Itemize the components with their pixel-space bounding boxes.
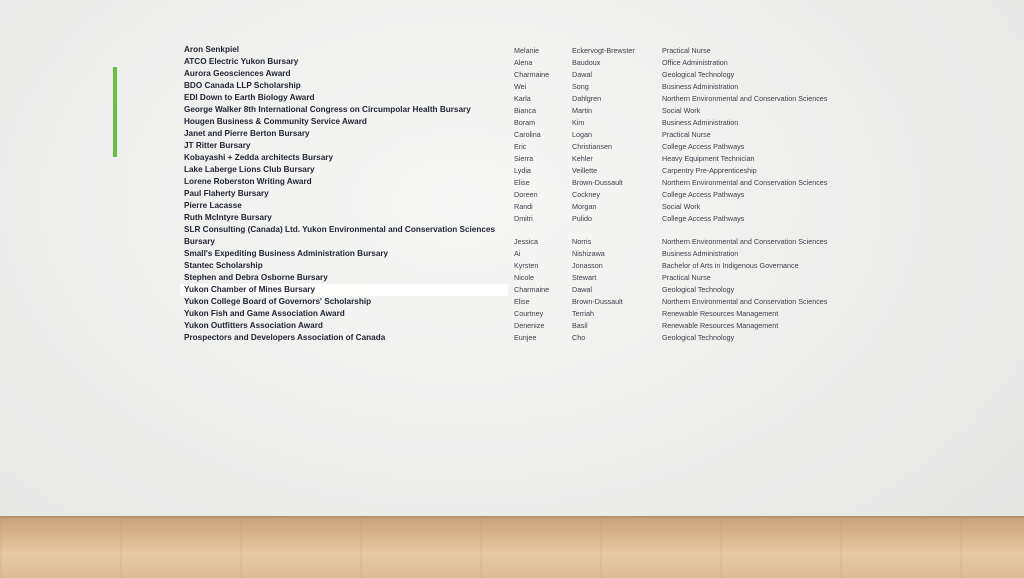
first-name: Lydia xyxy=(514,166,531,175)
last-name: Dawal xyxy=(572,285,592,294)
program: Carpentry Pre-Apprenticeship xyxy=(662,166,757,175)
first-name: Wei xyxy=(514,82,527,91)
program: Business Administration xyxy=(662,118,739,127)
first-name: Sierra xyxy=(514,154,534,163)
award-name: Stephen and Debra Osborne Bursary xyxy=(184,273,328,282)
program: Geological Technology xyxy=(662,333,735,342)
last-name: Eckervogt-Brewster xyxy=(572,46,635,55)
program: Northern Environmental and Conservation Sciences xyxy=(662,237,828,246)
last-name: Nishizawa xyxy=(572,249,605,258)
first-name: Dmitri xyxy=(514,214,533,223)
first-name: Eunjee xyxy=(514,333,537,342)
program: Northern Environmental and Conservation Sciences xyxy=(662,178,828,187)
last-name: Baudoux xyxy=(572,58,601,67)
first-name: Eric xyxy=(514,142,527,151)
award-name: Paul Flaherty Bursary xyxy=(184,189,269,198)
first-name: Ai xyxy=(514,249,521,258)
last-name: Brown-Dussault xyxy=(572,178,623,187)
program: Bachelor of Arts in Indigenous Governance xyxy=(662,261,799,270)
last-name: Logan xyxy=(572,130,592,139)
award-name: Prospectors and Developers Association of Canada xyxy=(184,333,386,342)
last-name: Kehler xyxy=(572,154,593,163)
last-name: Christiansen xyxy=(572,142,612,151)
program: Heavy Equipment Technician xyxy=(662,154,755,163)
award-name: Yukon Outfitters Association Award xyxy=(184,321,323,330)
award-name: Janet and Pierre Berton Bursary xyxy=(184,129,310,138)
award-name: EDI Down to Earth Biology Award xyxy=(184,93,315,102)
award-name: Aron Senkpiel xyxy=(184,45,240,54)
first-name: Randi xyxy=(514,202,533,211)
last-name: Dahlgren xyxy=(572,94,602,103)
first-name: Elise xyxy=(514,178,530,187)
program: College Access Pathways xyxy=(662,214,745,223)
first-name: Jessica xyxy=(514,237,538,246)
award-name: BDO Canada LLP Scholarship xyxy=(184,81,301,90)
award-list xyxy=(184,44,504,344)
program: Social Work xyxy=(662,202,701,211)
program: Northern Environmental and Conservation Sciences xyxy=(662,94,828,103)
accent-bar xyxy=(113,67,117,157)
program: Practical Nurse xyxy=(662,46,711,55)
last-name: Norris xyxy=(572,237,592,246)
first-name: Bianca xyxy=(514,106,536,115)
award-name: Stantec Scholarship xyxy=(184,261,263,270)
award-name: Small's Expediting Business Administration Bursary xyxy=(184,249,389,258)
first-name: Kyrsten xyxy=(514,261,539,270)
award-name: Lake Laberge Lions Club Bursary xyxy=(184,165,315,174)
first-name: Alena xyxy=(514,58,533,67)
last-name: Martin xyxy=(572,106,592,115)
first-name: Charmaine xyxy=(514,70,550,79)
award-name: Aurora Geosciences Award xyxy=(184,69,291,78)
last-name: Kim xyxy=(572,118,585,127)
program: Practical Nurse xyxy=(662,273,711,282)
program: College Access Pathways xyxy=(662,142,745,151)
last-name: Cockney xyxy=(572,190,600,199)
last-name: Terriah xyxy=(572,309,594,318)
program: Office Administration xyxy=(662,58,728,67)
last-name: Cho xyxy=(572,333,586,342)
award-name: JT Ritter Bursary xyxy=(184,141,251,150)
first-name: Courtney xyxy=(514,309,544,318)
program: Practical Nurse xyxy=(662,130,711,139)
first-name: Karla xyxy=(514,94,531,103)
first-name: Nicole xyxy=(514,273,534,282)
award-name: Ruth McIntyre Bursary xyxy=(184,213,272,222)
last-name: Pulido xyxy=(572,214,592,223)
program: Renewable Resources Management xyxy=(662,309,779,318)
program: Geological Technology xyxy=(662,70,735,79)
first-name: Melanie xyxy=(514,46,540,55)
last-name: Veillette xyxy=(572,166,598,175)
first-name: Carolina xyxy=(514,130,541,139)
award-name: George Walker 8th International Congress on Circumpolar Health Bursary xyxy=(184,105,471,114)
first-name: Boram xyxy=(514,118,536,127)
first-name: Denenize xyxy=(514,321,545,330)
program: Social Work xyxy=(662,106,701,115)
award-name: Yukon Fish and Game Association Award xyxy=(184,309,345,318)
award-name: Pierre Lacasse xyxy=(184,201,242,210)
award-name: Kobayashi + Zedda architects Bursary xyxy=(184,153,334,162)
program: Geological Technology xyxy=(662,285,735,294)
last-name: Jonasson xyxy=(572,261,603,270)
first-name: Charmaine xyxy=(514,285,550,294)
award-name: ATCO Electric Yukon Bursary xyxy=(184,57,299,66)
last-name: Basil xyxy=(572,321,588,330)
first-name: Elise xyxy=(514,297,530,306)
award-name: Hougen Business & Community Service Award xyxy=(184,117,367,126)
award-name-highlighted: Yukon Chamber of Mines Bursary xyxy=(184,284,504,296)
wood-floor-background xyxy=(0,516,1024,578)
award-name: Lorene Roberston Writing Award xyxy=(184,177,312,186)
last-name: Dawal xyxy=(572,70,592,79)
award-name: Yukon College Board of Governors' Scholarship xyxy=(184,297,372,306)
award-name: SLR Consulting (Canada) Ltd. Yukon Environmental and Conservation Sciences Bursary xyxy=(184,225,496,246)
last-name: Song xyxy=(572,82,589,91)
last-name: Stewart xyxy=(572,273,597,282)
first-name: Doreen xyxy=(514,190,538,199)
program: College Access Pathways xyxy=(662,190,745,199)
last-name: Morgan xyxy=(572,202,597,211)
program: Business Administration xyxy=(662,249,739,258)
program: Renewable Resources Management xyxy=(662,321,779,330)
last-name: Brown-Dussault xyxy=(572,297,623,306)
program: Northern Environmental and Conservation Sciences xyxy=(662,297,828,306)
program: Business Administration xyxy=(662,82,739,91)
